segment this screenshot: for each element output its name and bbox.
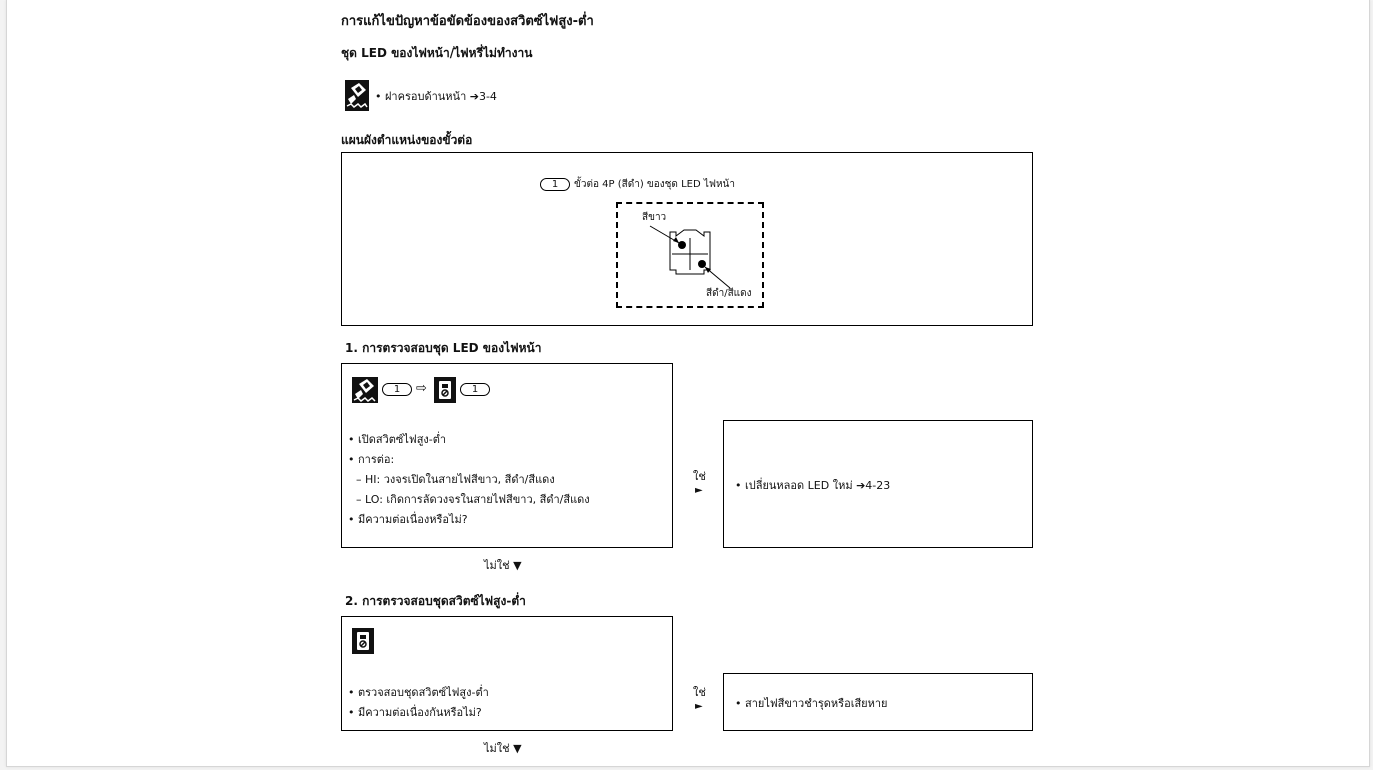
step1-no-label: ไม่ใช่ ▼ [484,559,522,572]
step1-yes-arrow: ► [695,485,703,496]
diagram-heading: แผนผังตำแหน่งของขั้วต่อ [341,133,473,147]
step2-yes-label: ใช่ [693,686,706,699]
step1-ref-b: 1 [460,383,490,396]
switch-icon [434,377,456,403]
step1-line-5: • มีความต่อเนื่องหรือไม่? [348,513,468,526]
step1-yes-result: • เปลี่ยนหลอด LED ใหม่ ➔4-23 [735,479,891,492]
step2-heading: 2. การตรวจสอบชุดสวิตซ์ไฟสูง-ต่ำ [345,594,526,608]
step2-box [341,616,673,731]
white-wire-label: สีขาว [642,212,667,223]
step1-ref-a: 1 [382,383,412,396]
step1-yes-label: ใช่ [693,470,706,483]
step2-yes-result: • สายไฟสีขาวชำรุดหรือเสียหาย [735,697,888,710]
connector-label: ขั้วต่อ 4P (สีดำ) ของชุด LED ไฟหน้า [574,179,736,190]
connector-detail-frame [616,202,764,308]
step1-line-4: – LO: เกิดการลัดวงจรในสายไฟสีขาว, สีดำ/สีแดง [356,493,590,506]
step2-line-2: • มีความต่อเนื่องกันหรือไม่? [348,706,482,719]
section-subtitle: ชุด LED ของไฟหน้า/ไฟหรี่ไม่ทำงาน [341,46,533,60]
step1-line-1: • เปิดสวิตซ์ไฟสูง-ต่ำ [348,433,447,446]
black-red-wire-label: สีดำ/สีแดง [706,288,752,299]
step1-yes-result-box [723,420,1033,548]
page-title: การแก้ไขปัญหาข้อขัดข้องของสวิตซ์ไฟสูง-ต่ำ [341,14,594,29]
document-page [6,0,1370,767]
step2-line-1: • ตรวจสอบชุดสวิตซ์ไฟสูง-ต่ำ [348,686,489,699]
step1-arrow: ⇨ [416,381,427,396]
step1-heading: 1. การตรวจสอบชุด LED ของไฟหน้า [345,341,542,355]
disassembly-icon [352,377,378,403]
disassembly-icon [345,80,369,111]
step2-yes-arrow: ► [695,701,703,712]
prep-bullet: • ฝาครอบด้านหน้า ➔3-4 [375,90,497,103]
switch-icon [352,628,374,654]
step1-line-2: • การต่อ: [348,453,395,466]
step1-line-3: – HI: วงจรเปิดในสายไฟสีขาว, สีดำ/สีแดง [356,473,555,486]
connector-diagram [341,152,1033,326]
step1-box [341,363,673,548]
step2-no-label: ไม่ใช่ ▼ [484,742,522,755]
step2-yes-result-box [723,673,1033,731]
connector-number: 1 [540,178,570,191]
